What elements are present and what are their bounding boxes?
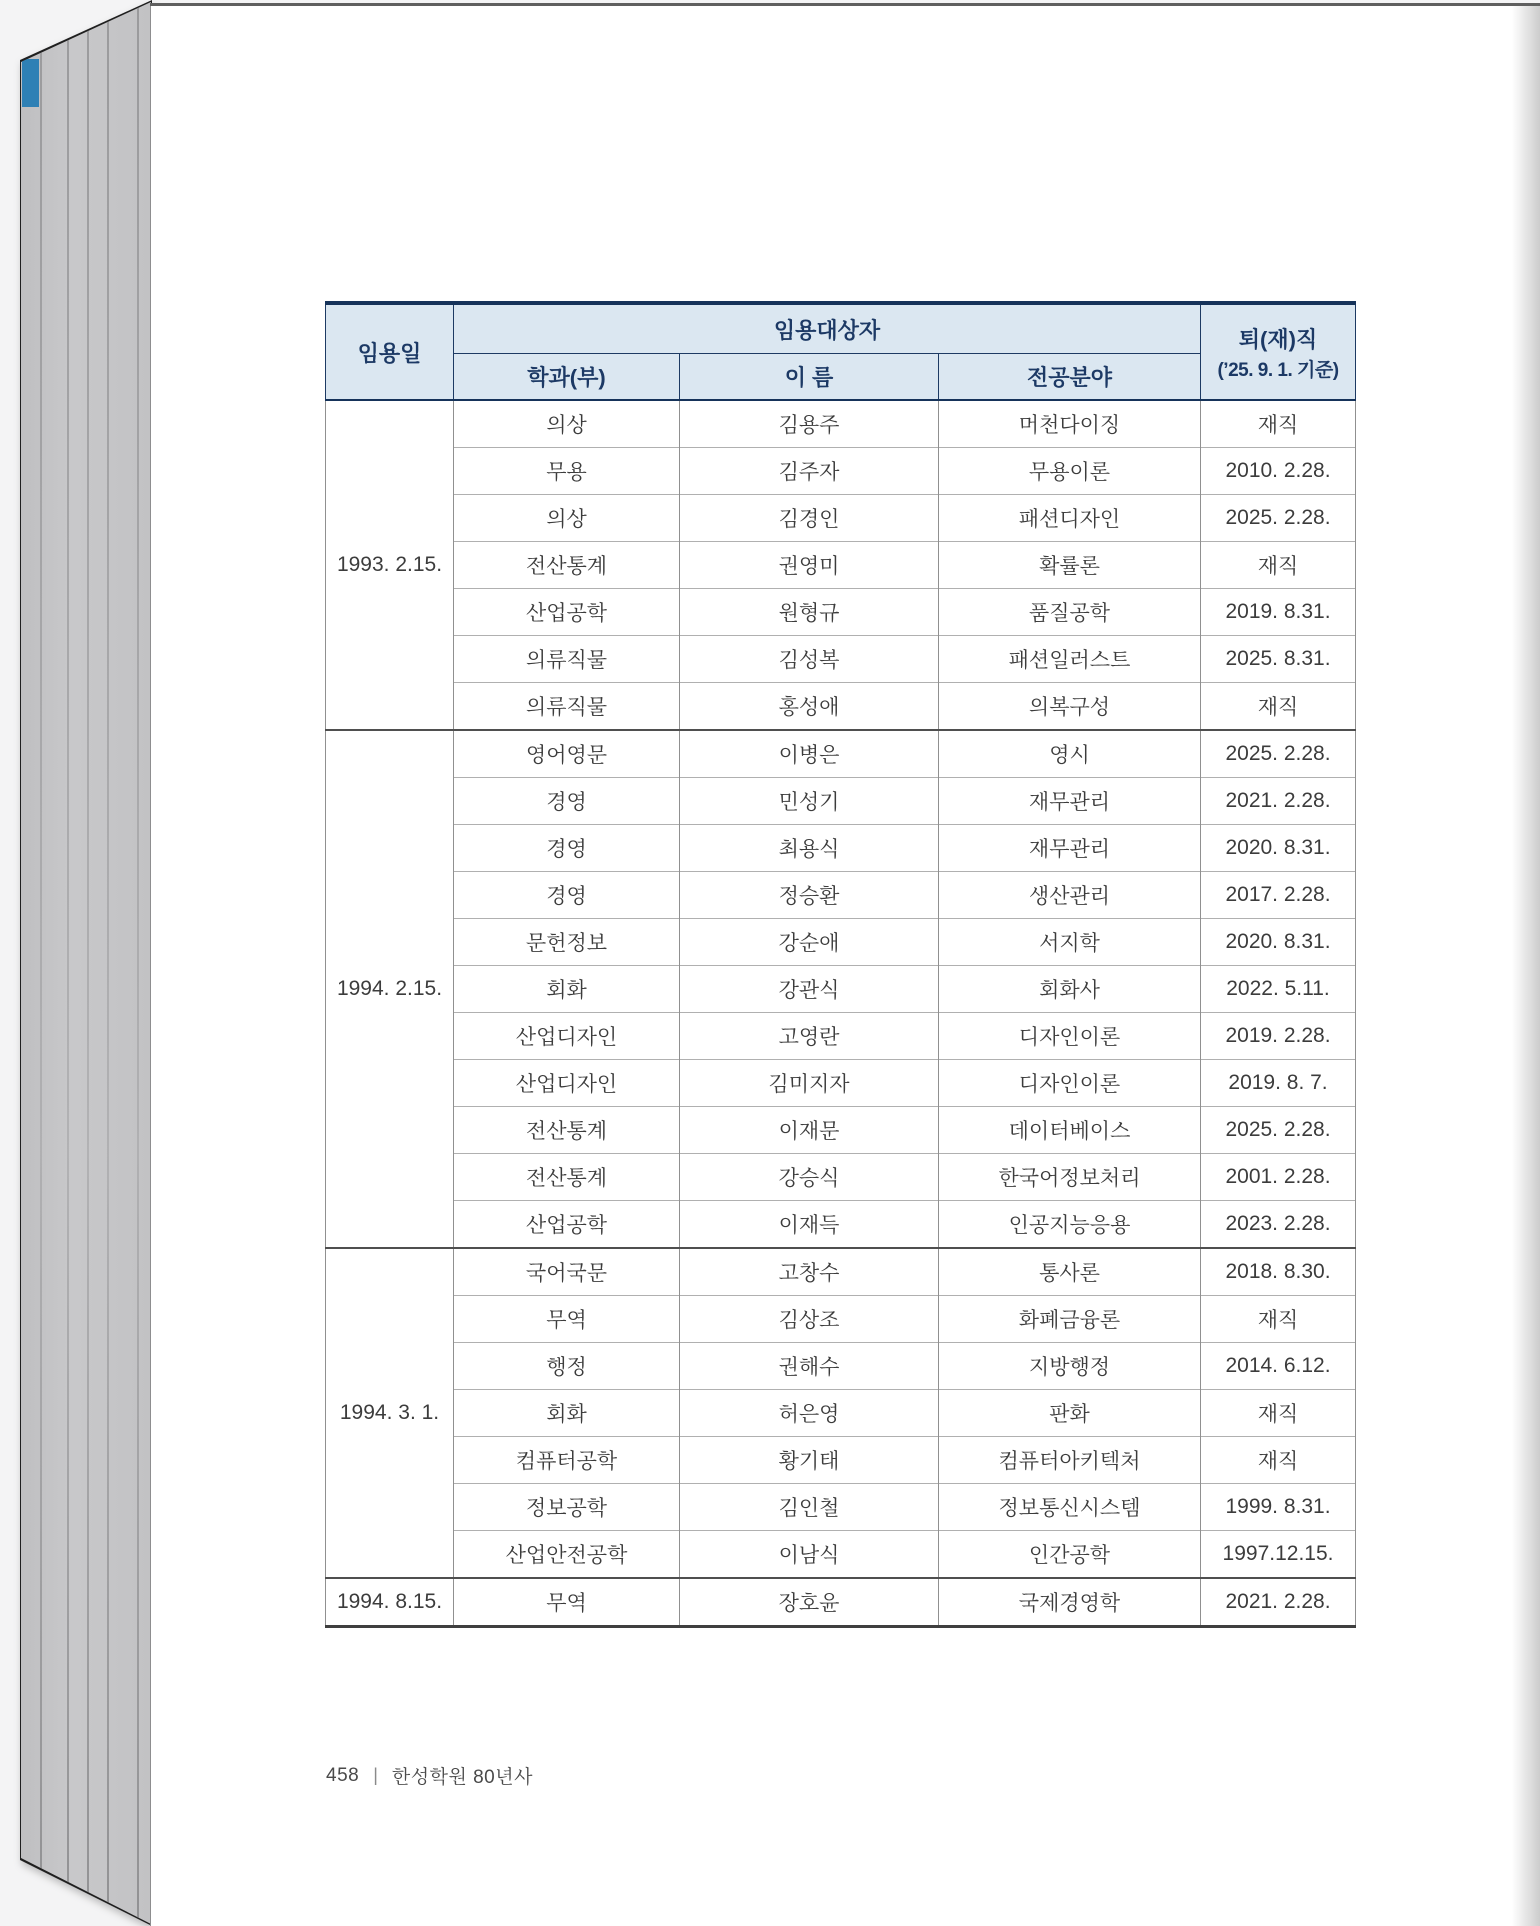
table-row — [326, 1578, 1356, 1627]
table-row — [326, 966, 1356, 1013]
table-row — [326, 636, 1356, 683]
table-row — [326, 1060, 1356, 1107]
department-cell: 문헌정보 — [454, 919, 680, 966]
status-cell: 2021. 2.28. — [1201, 1578, 1356, 1627]
name-cell: 권해수 — [680, 1343, 939, 1390]
name-cell: 이재문 — [680, 1107, 939, 1154]
table-body — [326, 400, 1356, 1627]
name-cell: 김상조 — [680, 1296, 939, 1343]
status-cell: 2019. 2.28. — [1201, 1013, 1356, 1060]
major-cell: 화폐금융론 — [939, 1296, 1201, 1343]
major-cell: 한국어정보처리 — [939, 1154, 1201, 1201]
department-cell: 산업디자인 — [454, 1013, 680, 1060]
table-row — [326, 1248, 1356, 1296]
major-cell: 판화 — [939, 1390, 1201, 1437]
department-cell: 의류직물 — [454, 683, 680, 731]
table-row — [326, 542, 1356, 589]
page-edge-line — [67, 2, 69, 1924]
table-header — [326, 303, 1356, 400]
page-number: 458 — [326, 1764, 360, 1786]
name-cell: 정승환 — [680, 872, 939, 919]
table-row — [326, 1201, 1356, 1249]
name-cell: 황기태 — [680, 1437, 939, 1484]
department-cell: 무역 — [454, 1578, 680, 1627]
status-cell: 1997.12.15. — [1201, 1531, 1356, 1579]
department-cell: 회화 — [454, 966, 680, 1013]
major-cell: 통사론 — [939, 1248, 1201, 1296]
column-header-retired-status — [1201, 303, 1356, 400]
column-header-name: 이 름 — [680, 354, 939, 401]
major-cell: 품질공학 — [939, 589, 1201, 636]
major-cell: 영시 — [939, 730, 1201, 778]
department-cell: 산업안전공학 — [454, 1531, 680, 1579]
department-cell: 산업공학 — [454, 589, 680, 636]
table-row — [326, 1531, 1356, 1579]
status-cell: 재직 — [1201, 1437, 1356, 1484]
major-cell: 확률론 — [939, 542, 1201, 589]
name-cell: 권영미 — [680, 542, 939, 589]
department-cell: 의상 — [454, 495, 680, 542]
name-cell: 원형규 — [680, 589, 939, 636]
appointment-table — [325, 301, 1356, 1628]
status-cell: 2025. 2.28. — [1201, 730, 1356, 778]
appointment-date-cell: 1993. 2.15. — [326, 400, 454, 730]
major-cell: 디자인이론 — [939, 1060, 1201, 1107]
status-cell: 2023. 2.28. — [1201, 1201, 1356, 1249]
major-cell: 인간공학 — [939, 1531, 1201, 1579]
department-cell: 경영 — [454, 778, 680, 825]
table-row — [326, 1437, 1356, 1484]
department-cell: 산업공학 — [454, 1201, 680, 1249]
major-cell: 컴퓨터아키텍처 — [939, 1437, 1201, 1484]
status-cell: 재직 — [1201, 542, 1356, 589]
appointment-date-cell: 1994. 8.15. — [326, 1578, 454, 1627]
department-cell: 회화 — [454, 1390, 680, 1437]
appointment-table-wrap — [325, 301, 1356, 1628]
major-cell: 패션일러스트 — [939, 636, 1201, 683]
major-cell: 지방행정 — [939, 1343, 1201, 1390]
status-cell: 2010. 2.28. — [1201, 448, 1356, 495]
column-header-appointees-group: 임용대상자 — [454, 303, 1201, 354]
name-cell: 이병은 — [680, 730, 939, 778]
major-cell: 디자인이론 — [939, 1013, 1201, 1060]
page-edge-line — [40, 2, 42, 1924]
column-header-appointment-date: 임용일 — [326, 303, 454, 400]
blue-bookmark-tab — [22, 59, 39, 107]
table-row — [326, 1484, 1356, 1531]
department-cell: 컴퓨터공학 — [454, 1437, 680, 1484]
name-cell: 홍성애 — [680, 683, 939, 731]
name-cell: 김주자 — [680, 448, 939, 495]
name-cell: 민성기 — [680, 778, 939, 825]
book-spine — [0, 0, 152, 1926]
status-cell: 재직 — [1201, 1390, 1356, 1437]
major-cell: 재무관리 — [939, 825, 1201, 872]
name-cell: 강순애 — [680, 919, 939, 966]
page-footer — [326, 1762, 533, 1789]
status-cell: 2025. 2.28. — [1201, 495, 1356, 542]
department-cell: 전산통계 — [454, 542, 680, 589]
status-cell: 2001. 2.28. — [1201, 1154, 1356, 1201]
department-cell: 무역 — [454, 1296, 680, 1343]
book-spine-outline — [20, 0, 152, 1926]
status-cell: 2021. 2.28. — [1201, 778, 1356, 825]
table-row — [326, 448, 1356, 495]
major-cell: 의복구성 — [939, 683, 1201, 731]
major-cell: 무용이론 — [939, 448, 1201, 495]
page-edge-line — [137, 2, 139, 1924]
table-row — [326, 872, 1356, 919]
table-row — [326, 495, 1356, 542]
page-edge-line — [107, 2, 109, 1924]
status-cell: 2020. 8.31. — [1201, 825, 1356, 872]
department-cell: 경영 — [454, 872, 680, 919]
status-cell: 재직 — [1201, 400, 1356, 448]
column-header-major: 전공분야 — [939, 354, 1201, 401]
column-header-department: 학과(부) — [454, 354, 680, 401]
department-cell: 전산통계 — [454, 1107, 680, 1154]
department-cell: 경영 — [454, 825, 680, 872]
name-cell: 김인철 — [680, 1484, 939, 1531]
name-cell: 김성복 — [680, 636, 939, 683]
status-cell: 2025. 8.31. — [1201, 636, 1356, 683]
status-cell: 2017. 2.28. — [1201, 872, 1356, 919]
status-cell: 2022. 5.11. — [1201, 966, 1356, 1013]
table-row — [326, 825, 1356, 872]
status-cell: 2019. 8. 7. — [1201, 1060, 1356, 1107]
footer-divider: | — [373, 1765, 378, 1785]
major-cell: 패션디자인 — [939, 495, 1201, 542]
major-cell: 머천다이징 — [939, 400, 1201, 448]
table-row — [326, 400, 1356, 448]
appointment-date-cell: 1994. 2.15. — [326, 730, 454, 1248]
department-cell: 국어국문 — [454, 1248, 680, 1296]
table-row — [326, 778, 1356, 825]
name-cell: 김미지자 — [680, 1060, 939, 1107]
table-row — [326, 1343, 1356, 1390]
book-page-edges — [21, 2, 151, 1924]
appointment-date-cell: 1994. 3. 1. — [326, 1248, 454, 1578]
name-cell: 고영란 — [680, 1013, 939, 1060]
status-cell: 2018. 8.30. — [1201, 1248, 1356, 1296]
table-row — [326, 1154, 1356, 1201]
table-row — [326, 683, 1356, 731]
status-cell: 1999. 8.31. — [1201, 1484, 1356, 1531]
department-cell: 의상 — [454, 400, 680, 448]
department-cell: 의류직물 — [454, 636, 680, 683]
name-cell: 강승식 — [680, 1154, 939, 1201]
major-cell: 회화사 — [939, 966, 1201, 1013]
name-cell: 장호윤 — [680, 1578, 939, 1627]
major-cell: 국제경영학 — [939, 1578, 1201, 1627]
status-cell: 2014. 6.12. — [1201, 1343, 1356, 1390]
status-cell: 재직 — [1201, 1296, 1356, 1343]
name-cell: 이남식 — [680, 1531, 939, 1579]
name-cell: 고창수 — [680, 1248, 939, 1296]
page — [150, 3, 1540, 1926]
book-title: 한성학원 80년사 — [391, 1767, 533, 1788]
status-header-line2: (’25. 9. 1. 기준) — [1217, 359, 1339, 381]
department-cell: 행정 — [454, 1343, 680, 1390]
department-cell: 무용 — [454, 448, 680, 495]
table-row — [326, 730, 1356, 778]
major-cell: 생산관리 — [939, 872, 1201, 919]
name-cell: 최용식 — [680, 825, 939, 872]
status-cell: 재직 — [1201, 683, 1356, 731]
name-cell: 허은영 — [680, 1390, 939, 1437]
department-cell: 영어영문 — [454, 730, 680, 778]
department-cell: 정보공학 — [454, 1484, 680, 1531]
table-row — [326, 919, 1356, 966]
status-header-line1: 퇴(재)직 — [1238, 326, 1318, 352]
name-cell: 김용주 — [680, 400, 939, 448]
table-row — [326, 589, 1356, 636]
table-row — [326, 1390, 1356, 1437]
major-cell: 재무관리 — [939, 778, 1201, 825]
status-cell: 2020. 8.31. — [1201, 919, 1356, 966]
name-cell: 이재득 — [680, 1201, 939, 1249]
major-cell: 서지학 — [939, 919, 1201, 966]
table-row — [326, 1296, 1356, 1343]
major-cell: 데이터베이스 — [939, 1107, 1201, 1154]
table-row — [326, 1107, 1356, 1154]
department-cell: 전산통계 — [454, 1154, 680, 1201]
major-cell: 정보통신시스템 — [939, 1484, 1201, 1531]
name-cell: 강관식 — [680, 966, 939, 1013]
name-cell: 김경인 — [680, 495, 939, 542]
major-cell: 인공지능응용 — [939, 1201, 1201, 1249]
page-edge-line — [87, 2, 89, 1924]
table-row — [326, 1013, 1356, 1060]
status-cell: 2025. 2.28. — [1201, 1107, 1356, 1154]
status-cell: 2019. 8.31. — [1201, 589, 1356, 636]
department-cell: 산업디자인 — [454, 1060, 680, 1107]
